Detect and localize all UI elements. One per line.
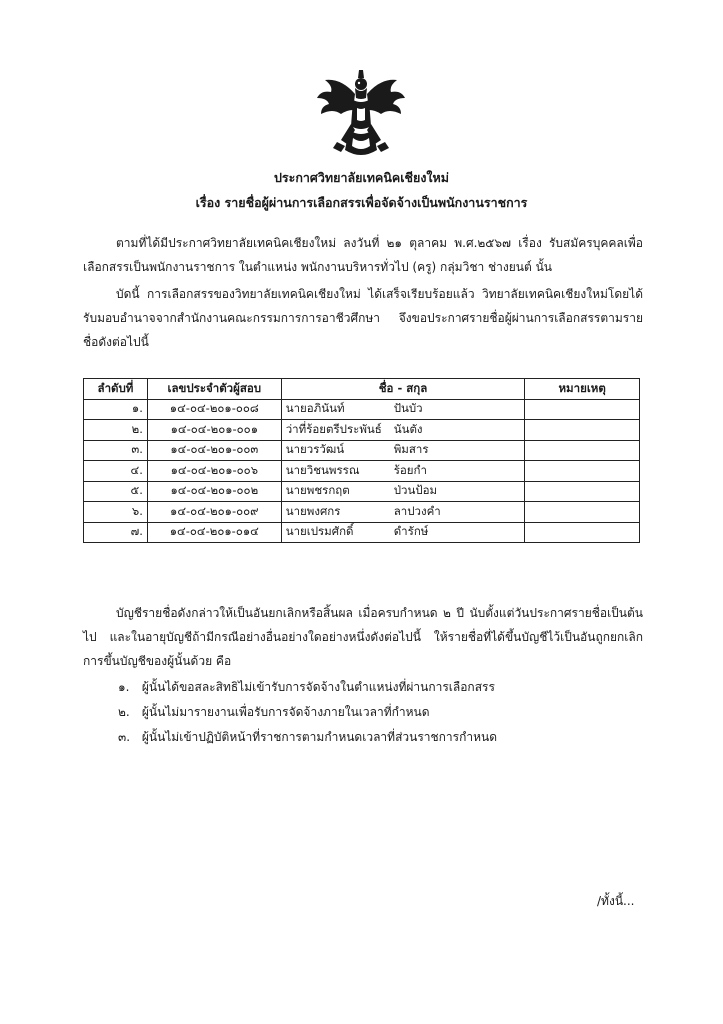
condition-text: ผู้นั้นไม่เข้าปฏิบัติหน้าที่ราชการตามกำหนดเวลาที่ส่วนราชการกำหนด [141,730,498,744]
row-order: ๕. [84,481,148,502]
table-row [84,502,640,523]
row-order: ๗. [84,522,148,543]
paragraph-validity: บัญชีรายชื่อดังกล่าวให้เป็นอันยกเลิกหรือสิ้นผล เมื่อครบกำหนด ๒ ปี นับตั้งแต่วันประกาศรายชื่อเป็นต้นไป และในอายุบัญชีถ้ามีกรณีอย่างอื่นอย่างใดอย่างหนึ่งดังต่อไปนี้ ให้รายชื่อที่ได้ขึ้นบัญชีไว้เป็นอันถูกยกเลิกการขึ้นบัญชีของผู้นั้นด้วย คือ [83,606,643,668]
condition-number: ๒. [118,705,130,719]
row-order: ๖. [84,502,148,523]
last-name: ร้อยกำ [393,462,427,477]
garuda-emblem-icon [311,64,411,164]
last-name: ป่วนป้อม [393,483,438,498]
candidate-table [83,378,640,543]
first-name: นายเปรมศักดิ์ [285,524,354,539]
page-continuation: /ทั้งนี้... [597,894,635,908]
condition-number: ๑. [118,680,130,694]
table-row [84,399,640,420]
last-name: ลาปวงคำ [393,503,441,518]
last-name: ปันบัว [393,401,423,416]
list-item [118,675,638,700]
row-exam-id: ๑๔-๐๔-๒๐๑-๐๐๑ [147,420,281,441]
row-remark [525,461,640,482]
row-full-name [281,481,525,502]
row-full-name [281,461,525,482]
header-order: ลำดับที่ [84,379,148,400]
row-full-name [281,522,525,543]
last-name: นันตัง [393,421,423,436]
cancellation-conditions [118,675,638,750]
first-name: ว่าที่ร้อยตรีประพันธ์ [285,421,382,436]
row-order: ๓. [84,440,148,461]
row-exam-id: ๑๔-๐๔-๒๐๑-๐๐๘ [147,399,281,420]
row-order: ๒. [84,420,148,441]
row-remark [525,522,640,543]
row-remark [525,502,640,523]
row-full-name [281,399,525,420]
first-name: นายวิชนพรรณ [285,462,360,477]
condition-number: ๓. [118,730,131,744]
table-header-row [84,379,640,400]
condition-text: ผู้นั้นได้ขอสละสิทธิไม่เข้ารับการจัดจ้างในตำแหน่งที่ผ่านการเลือกสรร [141,680,495,694]
list-item [118,700,638,725]
table-row [84,481,640,502]
first-name: นายวรวัฒน์ [285,442,345,457]
list-item [118,725,638,750]
paragraph-intro: ตามที่ได้มีประกาศวิทยาลัยเทคนิคเชียงใหม่ ลงวันที่ ๒๑ ตุลาคม พ.ศ.๒๕๖๗ เรื่อง รับสมัครบุคคลเพื่อเลือกสรรเป็นพนักงานราชการ ในตำแหน่ง พนักงานบริหารทั่วไป (ครู) กลุ่มวิชา ช่างยนต์ นั้น [83,236,643,274]
row-exam-id: ๑๔-๐๔-๒๐๑-๐๑๔ [147,522,281,543]
table-row [84,461,640,482]
first-name: นายพชรกฤต [285,483,350,498]
row-exam-id: ๑๔-๐๔-๒๐๑-๐๐๒ [147,481,281,502]
last-name: พิมสาร [393,442,429,457]
row-order: ๑. [84,399,148,420]
header-full-name: ชื่อ - สกุล [281,379,525,400]
first-name: นายอภินันท์ [285,401,345,416]
header-remark: หมายเหตุ [525,379,640,400]
row-full-name [281,440,525,461]
first-name: นายพงศกร [285,503,341,518]
paragraph-result: บัดนี้ การเลือกสรรของวิทยาลัยเทคนิคเชียงใหม่ ได้เสร็จเรียบร้อยแล้ว วิทยาลัยเทคนิคเชียงใหม่โดยได้รับมอบอำนาจจากสำนักงานคณะกรรมการการอาชีวศึกษา จึงขอประกาศรายชื่อผู้ผ่านการเลือกสรรตามรายชื่อดังต่อไปนี้ [83,287,643,349]
row-exam-id: ๑๔-๐๔-๒๐๑-๐๐๙ [147,502,281,523]
announcement-title: ประกาศวิทยาลัยเทคนิคเชียงใหม่ [273,170,450,185]
row-remark [525,481,640,502]
row-remark [525,420,640,441]
header-exam-id: เลขประจำตัวผู้สอบ [147,379,281,400]
condition-text: ผู้นั้นไม่มารายงานเพื่อรับการจัดจ้างภายในเวลาที่กำหนด [141,705,430,719]
row-exam-id: ๑๔-๐๔-๒๐๑-๐๐๖ [147,461,281,482]
table-row [84,522,640,543]
row-remark [525,440,640,461]
announcement-subject: เรื่อง รายชื่อผู้ผ่านการเลือกสรรเพื่อจัดจ้างเป็นพนักงานราชการ [195,195,528,210]
table-row [84,440,640,461]
table-row [84,420,640,441]
row-full-name [281,420,525,441]
row-order: ๔. [84,461,148,482]
row-exam-id: ๑๔-๐๔-๒๐๑-๐๐๓ [147,440,281,461]
last-name: ดำรักษ์ [393,524,429,539]
row-remark [525,399,640,420]
row-full-name [281,502,525,523]
